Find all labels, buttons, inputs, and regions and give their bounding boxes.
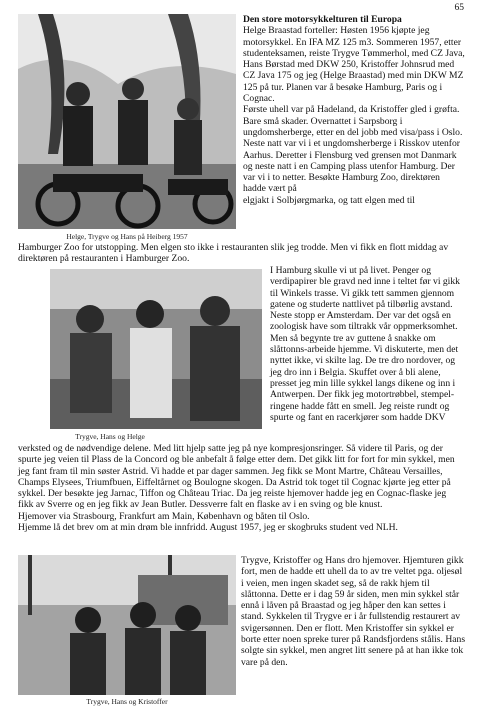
article-paris-paragraph [18, 443, 464, 533]
paragraph: Hamburger Zoo for utstopping. Men elgen sto ikke i restauranten slik jeg trodde. Men vi fikk en flott middag av direktøren på restauranten i Hamburger Zoo. [18, 242, 449, 265]
photo-helge-trygve-hans-heiberg [18, 14, 236, 229]
photo-caption: Trygve, Hans og Helge [75, 432, 145, 441]
paragraph: elgjakt i Solbjørgmarka, og tatt elgen med til [243, 194, 415, 206]
paragraph: spurte og fant en racerkjører som hadde DKV [270, 411, 446, 423]
paragraph: Trygve, Kristoffer og Hans dro hjemover. Hjemturen gikk fort, men de hadde ett uhell da to av tre veltet pga. oljesøl i veien, men ingen skadet seg, så de rakk hjem til slåttonna. Dette er i dag 59 år siden, men min sykkel står ennå i låven på Braastad og jeg håper den kan settes i stand. Sykkelen til Trygve er i år fullstendig restaurert av svigersønnen. Den er flott. Men Kristoffer sin sykkel er borte etter noen spreke turer på Randsfjordens stålis. Hans solgte sin sykkel, men angret litt senere på at han ikke tok vare på den. [241, 555, 466, 668]
paragraph: Første uhell var på Hadeland, da Kristoffer gled i grøfta. Bare små skader. Overnattet i Sarpsborg i ungdomsherberge, etter en del jobb med visa/pass i Oslo. Neste natt var vi i et ungdomsherberge i Risskov utenfor Aarhus. Deretter i Flensburg ved grensen mot Danmark og neste natt i en Camping plass utenfor Hamburg. Der var vi i to netter. Besøkte Hamburg Zoo, direktøren hadde vært på [243, 104, 463, 195]
paragraph: I Hamburg skulle vi ut på livet. Penger og verdipapirer ble gravd ned inne i teltet før vi gikk til Winkels trasse. Vi gikk tett sammen gjennom gatene og studerte nattlivet på tilbørlig avstand. Neste stopp er Amsterdam. Der var det også en zoologisk have som tiltrakk vår oppmerksomhet. Men så begynte tre av guttene å snakke om slåttonns-arbeide hjemme. Vi diskuterte, men det nyttet ikke, vi skilte lag. De tre dro nordover, og jeg dro inn i Belgia. Skuffet over å bli alene, presset jeg min lille sykkel langs dikene og inn i Antwerpen. Der fikk jeg motortrøbbel, stempel-ringene hadde fått en smell. Jeg reiste rundt og [270, 265, 460, 412]
photo-trygve-hans-kristoffer [18, 555, 236, 695]
article-paragraph-zoo [18, 242, 464, 265]
article-title: Den store motorsykkelturen til Europa [243, 14, 402, 25]
paragraph: verksted og de nødvendige delene. Med litt hjelp satte jeg på nye kompresjonsringer. Så videre til Paris, og der spurte jeg veien til Plass de la Concord og ble anbefalt å følge etter dem. Det gikk litt for fort for min sykkel, men jeg fant fram til min søster Astrid. Vi hadde et par dager sammen. Jeg fikk se Mont Martre, Château Versailles, Champs Elysees, Triumfbuen, Eiffeltårnet og Boulogne skogen. Da Astrid tok toget til Cognac kjørte jeg etter på sykkel. Der besøkte jeg Jarnac, Tiffon og Château Triac. Da jeg reiste hjemover hadde jeg en Cognac-flaske jeg fikk av Sverre og en jeg fikk av Jean Butler. Dessverre falt en flaske av i en sving og ble knust. [18, 443, 455, 511]
paragraph: Helge Braastad forteller: Høsten 1956 kjøpte jeg motorsykkel. En IFA MZ 125 m3. Sommeren 1957, etter studenteksamen, reiste Trygve Tømmerhol, med CZ Java, Hans Børstad med DKW 250, Kristoffer Johnsrud med CZ Java 175 og jeg (Helge Braastad) med min DKW MZ 125 på tur. Planen var å besøke Hamburg, Paris og i Cognac. [243, 25, 465, 105]
photo-caption: Helge, Trygve og Hans på Heiberg 1957 [66, 232, 188, 241]
paragraph: Hjemover via Strasbourg, Frankfurt am Main, København og båten til Oslo. [18, 510, 310, 522]
page-number: 65 [454, 3, 464, 13]
article-hamburg-paragraph [270, 265, 466, 423]
photo-caption: Trygve, Hans og Kristoffer [86, 697, 168, 706]
article-homeward-paragraph [241, 555, 466, 668]
paragraph: Hjemme lå det brev om at min drøm ble innfridd. August 1957, jeg er skogbruks student ved NLH. [18, 522, 398, 534]
article-intro [243, 14, 465, 206]
photo-trygve-hans-helge [50, 269, 262, 429]
